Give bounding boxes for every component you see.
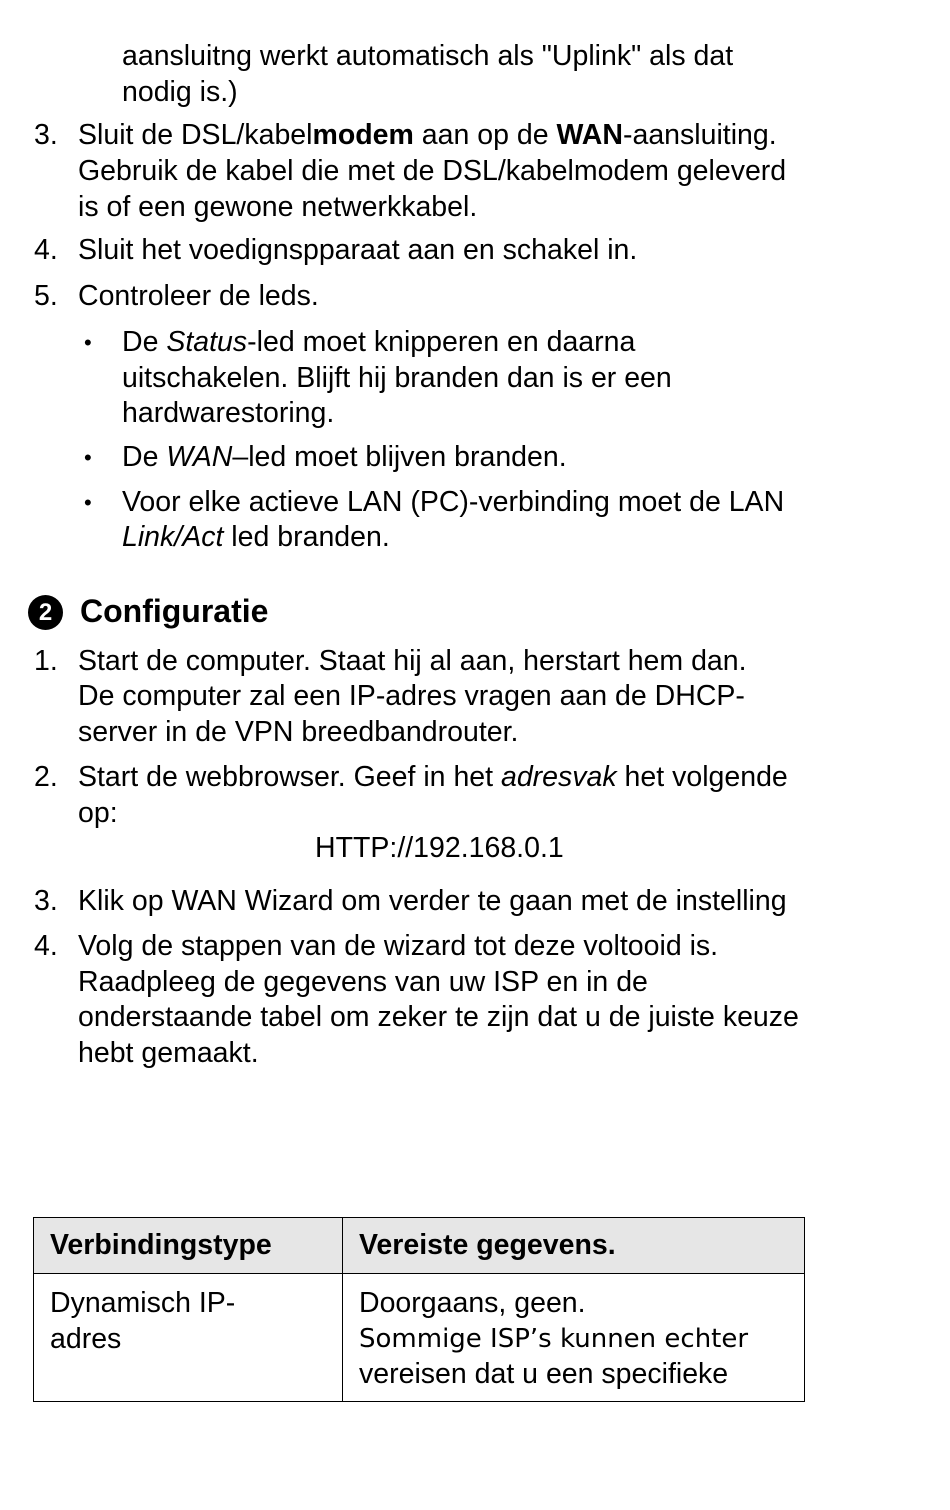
table-row <box>34 1274 805 1402</box>
italic-term-adresvak: adresvak <box>500 761 617 793</box>
section-heading <box>28 590 268 634</box>
text-run: -aansluiting. <box>622 119 777 151</box>
table-cell-type <box>34 1274 343 1402</box>
step-number: 3. <box>34 885 58 917</box>
bullet-mark: • <box>84 445 92 470</box>
step-text: is of een gewone netwerkkabel. <box>78 191 478 223</box>
table-header-cell: Verbindingstype <box>34 1218 343 1274</box>
cell-line: Dynamisch IP- <box>50 1287 236 1319</box>
router-url: HTTP://192.168.0.1 <box>315 832 564 864</box>
text-run: Sluit de DSL/kabel <box>78 119 313 151</box>
step-number: 4. <box>34 234 58 266</box>
table-header-cell: Vereiste gegevens. <box>343 1218 805 1274</box>
step-text: Klik op WAN Wizard om verder te gaan met de instelling <box>78 885 787 917</box>
italic-term-status: Status <box>166 326 248 358</box>
bullet-text <box>122 520 390 556</box>
bullet-text <box>122 325 635 361</box>
step-text: Start de computer. Staat hij al aan, herstart hem dan. <box>78 645 747 677</box>
step-number: 3. <box>34 119 58 151</box>
table-header-row <box>34 1218 805 1274</box>
step-text: Raadpleeg de gegevens van uw ISP en in de <box>78 966 648 998</box>
connection-type-table <box>33 1217 805 1402</box>
step-number: 1. <box>34 645 58 677</box>
step-text: onderstaande tabel om zeker te zijn dat u de juiste keuze <box>78 1001 799 1033</box>
cell-line: vereisen dat u een specifieke <box>359 1358 729 1390</box>
bullet-mark: • <box>84 490 92 515</box>
step-text: Volg de stappen van de wizard tot deze voltooid is. <box>78 930 719 962</box>
text-run: Start de webbrowser. Geef in het <box>78 761 501 793</box>
italic-term-wan: WAN <box>166 441 233 473</box>
text-run: –led moet blijven branden. <box>232 441 567 473</box>
step-text <box>78 118 777 154</box>
cell-line: Sommige ISP’s kunnen echter <box>359 1323 749 1354</box>
step-text: Gebruik de kabel die met de DSL/kabelmodem geleverd <box>78 155 787 187</box>
step-text: De computer zal een IP-adres vragen aan de DHCP- <box>78 680 745 712</box>
bullet-text <box>122 440 567 476</box>
text-run: het volgende <box>616 761 788 793</box>
bold-term-modem: modem <box>312 119 414 151</box>
intro-line: aansluitng werkt automatisch als "Uplink" als dat <box>122 40 734 72</box>
text-run: aan op de <box>413 119 557 151</box>
bullet-mark: • <box>84 330 92 355</box>
text-run: led branden. <box>223 521 390 553</box>
step-text: Sluit het voedignspparaat aan en schakel in. <box>78 234 638 266</box>
bullet-text: uitschakelen. Blijft hij branden dan is er een <box>122 362 672 394</box>
cell-line: Doorgaans, geen. <box>359 1287 586 1319</box>
step-number: 2. <box>34 761 58 793</box>
step-text: server in de VPN breedbandrouter. <box>78 716 519 748</box>
text-run: -led moet knipperen en daarna <box>247 326 636 358</box>
step-text: Controleer de leds. <box>78 280 319 312</box>
step-text <box>78 760 788 796</box>
table-cell-requirements <box>343 1274 805 1402</box>
step-text: hebt gemaakt. <box>78 1037 259 1069</box>
step-text: op: <box>78 797 118 829</box>
italic-term-link-act: Link/Act <box>122 521 224 553</box>
bold-term-wan: WAN <box>556 119 623 151</box>
cell-line: adres <box>50 1322 122 1355</box>
step-number: 5. <box>34 280 58 312</box>
bullet-text: hardwarestoring. <box>122 397 335 429</box>
text-run: De <box>122 326 167 358</box>
intro-line: nodig is.) <box>122 76 238 108</box>
step-number: 4. <box>34 930 58 962</box>
number-two-circle-icon: 2 <box>28 595 63 630</box>
section-title: Configuratie <box>80 593 269 630</box>
text-run: De <box>122 441 167 473</box>
bullet-text: Voor elke actieve LAN (PC)-verbinding moet de LAN <box>122 486 785 518</box>
